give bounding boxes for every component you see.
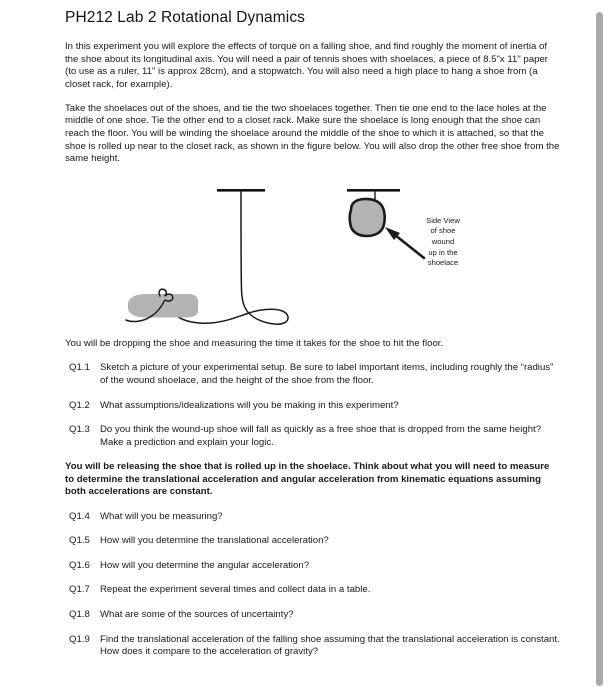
question-text: Do you think the wound-up shoe will fall as quickly as a free shoe that is dropped from the same height? Make a prediction and explain your logic.	[100, 424, 542, 448]
paragraph-dropping: You will be dropping the shoe and measuring the time it takes for the shoe to hit the floor.	[65, 337, 444, 349]
question-label: Q1.6	[69, 559, 90, 571]
question-text: What will you be measuring?	[100, 510, 223, 522]
question-text: How will you determine the translational acceleration?	[100, 535, 329, 547]
question-label: Q1.8	[69, 609, 90, 621]
figure-svg	[65, 180, 560, 338]
question-q1-1	[65, 362, 560, 387]
left-diagram-hanging-shoe	[126, 189, 288, 324]
paragraph-releasing-bold: You will be releasing the shoe that is rolled up in the shoelace. Think about what you will need to measure to determine the translational acceleration and angular acceleration from kinematic equations assuming both accelerations are constant.	[65, 460, 550, 498]
question-label: Q1.1	[69, 362, 90, 374]
scrollbar[interactable]	[592, 0, 608, 700]
caption-line-4: up in the	[428, 247, 458, 257]
wound-shoe-body	[350, 199, 385, 236]
scrollbar-thumb[interactable]	[596, 12, 603, 686]
question-q1-9	[65, 634, 560, 659]
caption-line-5: shoelace	[427, 258, 459, 268]
question-label: Q1.9	[69, 633, 90, 645]
caption-line-1: Side View	[426, 215, 460, 225]
question-q1-7	[65, 584, 560, 597]
question-q1-4	[65, 511, 560, 524]
question-label: Q1.4	[69, 510, 90, 522]
caption-line-2: of shoe	[430, 226, 456, 236]
question-q1-2	[65, 400, 560, 413]
question-label: Q1.3	[69, 424, 90, 436]
question-label: Q1.7	[69, 584, 90, 596]
question-q1-8	[65, 609, 560, 622]
paragraph-intro: In this experiment you will explore the effects of torque on a falling shoe, and find roughly the moment of inertia of the shoe about its longitudinal axis. You will need a pair of tennis shoes with shoelaces, a piece of 8.5"x 11" paper (to use as a ruler, 11" is approx 28cm), and a stopwatch. You will also need a high place to hang a shoe from (a closet rack, for example).	[65, 41, 549, 90]
question-text: Sketch a picture of your experimental setup. Be sure to label important items, including roughly the “radius” of the wound shoelace, and the height of the shoe from the floor.	[100, 362, 554, 387]
question-label: Q1.5	[69, 535, 90, 547]
document-body	[65, 0, 560, 659]
question-q1-5	[65, 535, 560, 548]
question-label: Q1.2	[69, 399, 90, 411]
question-q1-3	[65, 424, 560, 449]
free-shoe-body	[128, 294, 198, 318]
question-text: Repeat the experiment several times and collect data in a table.	[100, 584, 371, 596]
closet-rack-bar-right	[347, 189, 400, 192]
experiment-figure	[65, 180, 560, 338]
question-q1-6	[65, 560, 560, 573]
question-text: What are some of the sources of uncertainty?	[100, 609, 294, 621]
figure-caption	[403, 216, 483, 269]
paragraph-setup: Take the shoelaces out of the shoes, and tie the two shoelaces together. Then tie one end to the lace holes at the middle of one shoe. Tie the other end to a closet rack. Make sure the shoelace is long enough that the shoe can reach the floor. You will be winding the shoelace around the middle of the shoe to which it is attached, so that the shoe is rolled up near to the closet rack, as shown in the figure below. You will also drop the other free shoe from the same height.	[65, 102, 560, 165]
question-text: What assumptions/idealizations will you be making in this experiment?	[100, 399, 399, 411]
question-text: How will you determine the angular acceleration?	[100, 559, 310, 571]
page-title: PH212 Lab 2 Rotational Dynamics	[65, 9, 306, 26]
caption-line-3: wound	[431, 237, 455, 247]
question-text: Find the translational acceleration of the falling shoe assuming that the translational acceleration is constant. How does it compare to the acceleration of gravity?	[100, 633, 560, 658]
